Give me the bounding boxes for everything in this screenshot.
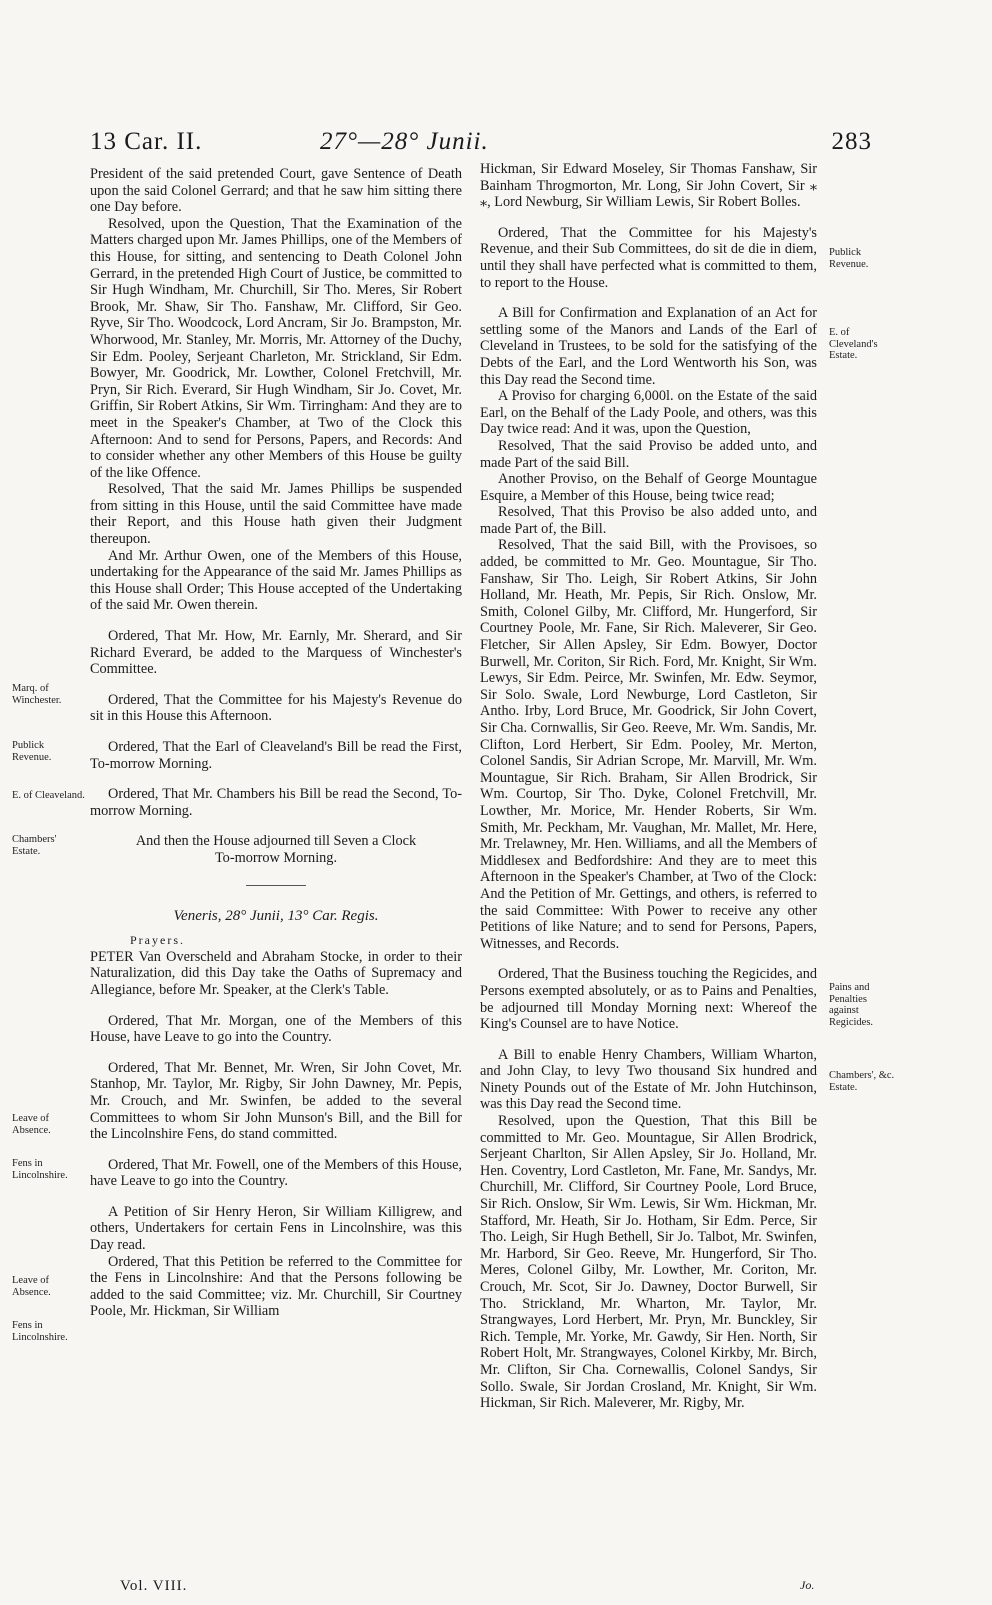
paragraph: Resolved, That the said Mr. James Phillips be suspended from sitting in this House, until the said Committee have made their Report, and this House hath given their Judgment thereupon. [90, 481, 462, 548]
margin-note: Publick Revenue. [829, 247, 869, 270]
margin-note: Fens in Lincolnshire. [12, 1158, 68, 1181]
section-divider [246, 885, 306, 886]
volume-signature: Vol. VIII. [120, 1578, 188, 1594]
margin-note: Leave of Absence. [12, 1275, 51, 1298]
paragraph: Resolved, upon the Question, That this Bill be committed to Mr. Geo. Mountague, Sir Allen Brodrick, Serjeant Charlton, Sir Allen Apsley, Sir Jo. Holland, Mr. Hen. Coventry, Lord Castleton, Mr. Fane, Mr. Sandys, Mr. Churchill, Mr. Clifford, Sir Courtney Poole, Lord Bruce, Sir Rich. Onslow, Sir Wm. Lewis, Sir Wm. Hickman, Mr. Stafford, Mr. Heath, Sir Jo. Hotham, Sir Edm. Perce, Sir Tho. Leigh, Sir Hugh Bethell, Sir Jo. Talbot, Mr. Swinfen, Mr. Harbord, Sir Geo. Reeve, Mr. Hungerford, Sir Tho. Meres, Colonel Gilby, Mr. Lowther, Mr. Coriton, Mr. Crouch, Mr. Scot, Sir Jo. Dawney, Doctor Burwell, Sir Tho. Strickland, Mr. Wharton, Mr. Taylor, Mr. Strangwayes, Lord Herbert, Mr. Pryn, Mr. Bunckley, Sir Rich. Temple, Mr. Yorke, Mr. Gawdy, Sir Hen. North, Sir Robert Holt, Mr. Strangwayes, Colonel Kirkby, Mr. Birch, Mr. Clifton, Sir Cha. Cornewallis, Colonel Sandys, Sir Sollo. Swale, Sir Jordan Crosland, Mr. Knight, Sir Wm. Hickman, Sir Rich. Maleverer, Mr. Rigby, Mr. [480, 1113, 817, 1412]
paragraph: Ordered, That Mr. Morgan, one of the Members of this House, have Leave to go into the Country. [90, 1012, 462, 1046]
margin-note: Pains and Penalties against Regicides. [829, 982, 874, 1028]
running-head-date: 27°—28° Junii. [320, 128, 489, 155]
paragraph: Ordered, That the Earl of Cleaveland's Bill be read the First, To-morrow Morning. [90, 739, 462, 772]
running-head-reign: 13 Car. II. [90, 128, 203, 155]
margin-note: Marq. of Winchester. [12, 683, 62, 706]
paragraph: Another Proviso, on the Behalf of George Mountague Esquire, a Member of this House, being twice read; [480, 471, 817, 504]
paragraph: A Bill for Confirmation and Explanation of an Act for settling some of the Manors and Lands of the Earl of Cleveland in Trustees, to be sold for the satisfying of the Debts of the Earl, and the Lord Wentworth his Son, was this Day read the Second time. [480, 305, 817, 388]
paragraph: President of the said pretended Court, gave Sentence of Death upon the said Colonel Gerrard; and that he saw him sitting there one Day before. [90, 166, 462, 216]
left-column [90, 166, 462, 1320]
paragraph: Resolved, That this Proviso be also added unto, and made Part of, the Bill. [480, 504, 817, 537]
right-column [480, 161, 817, 1412]
margin-note: Leave of Absence. [12, 1113, 51, 1136]
paragraph: A Bill to enable Henry Chambers, William Wharton, and John Clay, to levy Two thousand Six hundred and Ninety Pounds out of the Estate of Mr. John Hutchinson, was this Day read the Second time. [480, 1046, 817, 1113]
margin-note: E. of Cleaveland. [12, 790, 85, 801]
paragraph: Resolved, That the said Proviso be added unto, and made Part of the said Bill. [480, 437, 817, 471]
margin-note: Chambers' Estate. [12, 834, 57, 857]
paragraph: Ordered, That the Committee for his Majesty's Revenue do sit in this House this Afternoon. [90, 691, 462, 725]
day-heading: Veneris, 28° Junii, 13° Car. Regis. [173, 907, 379, 924]
margin-note: Chambers', &c. Estate. [829, 1070, 895, 1093]
prayers-label: Prayers. [130, 933, 185, 948]
paragraph: Resolved, That the said Bill, with the Provisoes, so added, be committed to Mr. Geo. Mountague, Sir Tho. Fanshaw, Sir Tho. Leigh, Sir Robert Atkins, Sir John Holland, Mr. Heath, Mr. Pepis, Sir Rich. Onslow, Mr. Smith, Colonel Gilby, Mr. Clifford, Mr. Hungerford, Sir Courtney Poole, Mr. Fane, Sir Rich. Maleverer, Sir Geo. Fletcher, Sir Allen Apsley, Sir Edm. Bowyer, Doctor Burwell, Mr. Coriton, Sir Rich. Ford, Mr. Knight, Sir Wm. Lewys, Sir Edm. Peirce, Mr. Swinfen, Mr. Edw. Seymor, Sir Solo. Swale, Lord Newburge, Lord Castleton, Sir Antho. Irby, Lord Bruce, Mr. Goodrick, Sir John Covert, Sir Cha. Cornwallis, Sir Geo. Reeve, Mr. Wm. Sandis, Mr. Clifton, Lord Herbert, Sir Edm. Pooley, Mr. Merton, Colonel Sandis, Sir Adrian Scrope, Mr. Marvill, Mr. Wm. Mountague, Sir Rich. Braham, Sir Allen Brodrick, Sir Wm. Courtop, Sir Tho. Dyke, Colonel Fretchvill, Mr. Lowther, Mr. Morice, Mr. Hender Roberts, Sir Wm. Smith, Mr. Peckham, Mr. Vaughan, Mr. Mallet, Mr. Here, Mr. Trelawney, Mr. Hen. Williams, and all the Members of Middlesex and Bedfordshire: And they are to meet this Afternoon in the Speaker's Chamber, at Two of the Clock: And the Petition of Mr. Gettings, and others, is referred to the said Committee: With Power to receive any other Petitions of like Nature; and to send for Persons, Papers, Witnesses, and Records. [480, 537, 817, 952]
paragraph: And Mr. Arthur Owen, one of the Members of this House, undertaking for the Appearance of the said Mr. James Phillips as this House shall Order; This House accepted of the Undertaking of the said Mr. Owen therein. [90, 547, 462, 614]
paragraph: Ordered, That the Business touching the Regicides, and Persons exempted absolutely, or as to Pains and Penalties, be adjourned till Monday Morning next: Whereof the King's Counsel are to have Notice. [480, 966, 817, 1033]
paragraph: Ordered, That Mr. Bennet, Mr. Wren, Sir John Covet, Mr. Stanhop, Mr. Taylor, Mr. Rigby, Sir John Dawney, Mr. Pepis, Mr. Crouch, and Mr. Swinfen, be added to the several Committees to whom Sir John Munson's Bill, and the Bill for the Lincolnshire Fens, do stand committed. [90, 1059, 462, 1143]
margin-note: Publick Revenue. [12, 740, 52, 763]
paragraph: Ordered, That Mr. Chambers his Bill be read the Second, To-morrow Morning. [90, 786, 462, 819]
paragraph: Ordered, That Mr. How, Mr. Earnly, Mr. Sherard, and Sir Richard Everard, be added to the Marquess of Winchester's Committee. [90, 628, 462, 678]
paragraph: A Proviso for charging 6,000l. on the Estate of the said Earl, on the Behalf of the Lady Poole, and others, was this Day twice read: And it was, upon the Question, [480, 388, 817, 438]
margin-note: E. of Cleveland's Estate. [829, 327, 878, 361]
adjournment: And then the House adjourned till Seven a Clock To-morrow Morning. [135, 833, 417, 866]
paragraph: Ordered, That Mr. Fowell, one of the Members of this House, have Leave to go into the Country. [90, 1156, 462, 1190]
margin-note: Fens in Lincolnshire. [12, 1320, 68, 1343]
paragraph: Ordered, That the Committee for his Majesty's Revenue, and their Sub Committees, do sit de die in diem, until they shall have perfected what is committed to them, to report to the House. [480, 224, 817, 291]
paragraph: Resolved, upon the Question, That the Examination of the Matters charged upon Mr. James Phillips, one of the Members of this House, for sitting, and sentencing to Death Colonel John Gerrard, in the pretended High Court of Justice, be committed to Sir Hugh Windham, Mr. Churchill, Sir Tho. Meres, Sir Robert Brook, Mr. Shaw, Sir Tho. Fanshaw, Mr. Clifford, Sir Geo. Ryve, Sir Tho. Woodcock, Lord Ancram, Sir Jo. Brampston, Mr. Whorwood, Mr. Stanley, Mr. Morris, Mr. Attorney of the Duchy, Sir Edm. Pooley, Serjeant Charleton, Mr. Strickland, Sir Edm. Bowyer, Mr. Goodrick, Mr. Lowther, Colonel Fretchvill, Mr. Pryn, Sir Rich. Everard, Sir Hugh Windham, Sir Jo. Covet, Mr. Griffin, Sir Robert Atkins, Sir Wm. Tirringham: And they are to meet in the Speaker's Chamber, at Two of the Clock this Afternoon: And to send for Persons, Papers, and Records: And to consider whether any other Members of this House be guilty of the like Offence. [90, 215, 462, 481]
paragraph: Ordered, That this Petition be referred to the Committee for the Fens in Lincolnshire: And that the Persons following be added to the said Committee; viz. Mr. Churchill, Sir Courtney Poole, Mr. Hickman, Sir William [90, 1253, 462, 1320]
page-number: 283 [831, 128, 872, 155]
catchword: Jo. [800, 1578, 815, 1592]
paragraph: A Petition of Sir Henry Heron, Sir William Killigrew, and others, Undertakers for certain Fens in Lincolnshire, was this Day read. [90, 1203, 462, 1254]
paragraph: PETER Van Overscheld and Abraham Stocke, in order to their Naturalization, did this Day take the Oaths of Supremacy and Allegiance, before Mr. Speaker, at the Clerk's Table. [90, 948, 462, 998]
paragraph: Hickman, Sir Edward Moseley, Sir Thomas Fanshaw, Sir Bainham Throgmorton, Mr. Long, Sir John Covert, Sir ⁎ ⁎, Lord Newburg, Sir William Lewis, Sir Robert Bolles. [480, 161, 817, 211]
